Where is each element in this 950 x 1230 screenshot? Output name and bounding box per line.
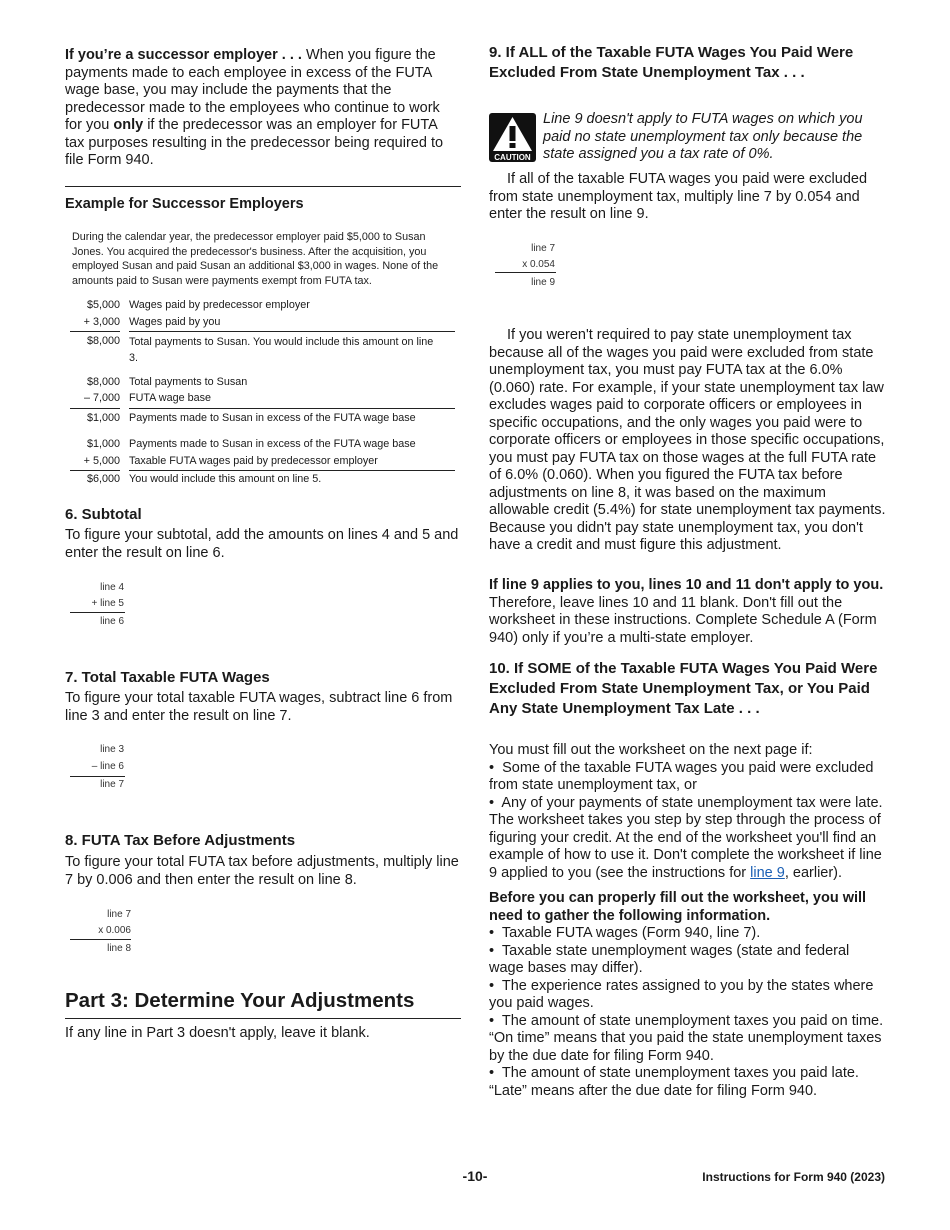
calc-line: x 0.054 (522, 259, 555, 270)
text: , earlier). (784, 864, 843, 881)
calc-rule (70, 939, 131, 940)
divider (65, 1018, 461, 1019)
list-item: • Any of your payments of state unemployment tax were late. (489, 794, 883, 811)
calc-line: line 9 (531, 277, 555, 288)
section-8-text: To figure your total FUTA tax before adjustments, multiply line 7 by 0.006 and then enter the result on line 8. (65, 854, 459, 888)
calc-line: line 4 (100, 582, 124, 593)
section-10-worksheet-text (489, 812, 886, 882)
list-item: • The experience rates assigned to you by the states where you paid wages. (489, 977, 874, 1011)
section-7-heading: 7. Total Taxable FUTA Wages (65, 669, 270, 686)
page-number: -10- (462, 1168, 488, 1184)
text: The worksheet takes you step by step through the process of figuring your credit. At the end of the worksheet you'll find an example of how to use it. Don't complete the worksheet if line 9 applied to you (see the instructions for (489, 812, 882, 881)
amount: + 5,000 (83, 455, 120, 467)
description: Payments made to Susan in excess of the FUTA wage base (129, 438, 416, 450)
section-9-p3-bold: If line 9 applies to you, lines 10 and 11 don't apply to you. (489, 577, 884, 593)
successor-text-a: When you figure the payments made to each employee in excess of the FUTA wage base, you may include the payments that the predecessor made to the employees who continue to work for you (65, 47, 440, 133)
calc-line: line 7 (531, 243, 555, 254)
part-3-heading: Part 3: Determine Your Adjustments (65, 989, 415, 1012)
gather-heading: Before you can properly fill out the worksheet, you will need to gather the following information. (489, 890, 867, 924)
amount: $1,000 (86, 438, 120, 450)
section-9-heading: 9. If ALL of the Taxable FUTA Wages You Paid Were Excluded From State Unemployment Tax . . . (489, 44, 854, 81)
calc-line: line 7 (100, 779, 124, 790)
section-8-heading: 8. FUTA Tax Before Adjustments (65, 832, 296, 849)
calc-line: line 8 (107, 943, 131, 954)
calc-rule (70, 776, 125, 777)
amount: $1,000 (86, 412, 120, 424)
amount: $5,000 (86, 299, 120, 311)
section-10-intro: You must fill out the worksheet on the next page if: (489, 742, 813, 758)
sum-rule (70, 408, 120, 409)
section-9-p3 (489, 577, 886, 647)
list-item-text: Taxable state unemployment wages (state and federal wage bases may differ). (489, 942, 850, 976)
section-10-body (489, 742, 886, 1100)
list-item: • Taxable state unemployment wages (state and federal wage bases may differ). (489, 942, 850, 976)
caution-label: CAUTION (494, 153, 531, 162)
calc-line: line 6 (100, 616, 124, 627)
list-item: • The amount of state unemployment taxes you paid on time. “On time” means that you paid the state unemployment taxes by the due date for filing Form 940. (489, 1012, 884, 1064)
list-item-text: Taxable FUTA wages (Form 940, line 7). (501, 925, 761, 941)
section-7-text: To figure your total taxable FUTA wages, subtract line 6 from line 3 and enter the result on line 7. (65, 690, 453, 724)
list-item-text: Some of the taxable FUTA wages you paid were excluded from state unemployment tax, or (489, 759, 874, 793)
description: Total payments to Susan (129, 376, 248, 388)
section-9-p1: If all of the taxable FUTA wages you paid were excluded from state unemployment tax, multiply line 7 by 0.054 and enter the result on line 9. (489, 171, 868, 222)
amount: $8,000 (86, 376, 120, 388)
part-3-text: If any line in Part 3 doesn't apply, leave it blank. (65, 1025, 370, 1041)
footer-title: Instructions for Form 940 (2023) (702, 1170, 885, 1184)
amount: + 3,000 (83, 316, 120, 328)
line-9-link[interactable]: line 9 (750, 864, 785, 881)
sum-rule (129, 331, 455, 332)
successor-lead: If you’re a successor employer . . . (65, 47, 302, 63)
calc-line: x 0.006 (98, 925, 131, 936)
description: Wages paid by predecessor employer (129, 299, 310, 311)
list-item-text: The amount of state unemployment taxes you paid late. “Late” means after the due date for filing Form 940. (489, 1065, 859, 1099)
successor-text-b: if the predecessor was an employer for FUTA tax purposes resulting in the predecessor being required to file Form 940. (65, 117, 444, 168)
calc-rule (70, 612, 125, 613)
section-6-heading: 6. Subtotal (65, 506, 142, 523)
description: Taxable FUTA wages paid by predecessor employer (129, 455, 378, 467)
description: Payments made to Susan in excess of the FUTA wage base (129, 412, 416, 424)
sum-rule (70, 470, 120, 471)
example-title: Example for Successor Employers (65, 196, 304, 212)
successor-only: only (113, 117, 144, 133)
calc-line: – line 6 (91, 761, 124, 772)
sum-rule (129, 470, 455, 471)
description: Total payments to Susan. You would include this amount on line 3. (129, 336, 434, 364)
description: FUTA wage base (129, 392, 212, 404)
amount: $8,000 (86, 335, 120, 347)
list-item-text: The experience rates assigned to you by the states where you paid wages. (489, 977, 874, 1011)
caution-icon (489, 113, 536, 162)
calc-line: line 7 (107, 909, 131, 920)
list-item: • Taxable FUTA wages (Form 940, line 7). (489, 925, 761, 941)
section-9-p3-text: Therefore, leave lines 10 and 11 blank. Don't fill out the worksheet in these instructions. Complete Schedule A (Form 940) only if you’re a multi-state employer. (489, 594, 877, 646)
amount: $6,000 (86, 473, 120, 485)
list-item-text: Any of your payments of state unemployment tax were late. (501, 794, 883, 811)
caution-text: Line 9 doesn't apply to FUTA wages on which you paid no state unemployment tax only because the state assigned you a tax rate of 0%. (543, 111, 863, 162)
list-item: • Some of the taxable FUTA wages you paid were excluded from state unemployment tax, or (489, 759, 874, 793)
section-10-heading: 10. If SOME of the Taxable FUTA Wages You Paid Were Excluded From State Unemployment Tax, or You Paid Any State Unemployment Tax Late . . . (489, 660, 878, 717)
sum-rule (70, 331, 120, 332)
amount: – 7,000 (83, 392, 120, 404)
example-intro: During the calendar year, the predecessor employer paid $5,000 to Susan Jones. You acquired the predecessor's business. After the acquisition, you employed Susan and paid Susan an additional $3,000 in wages. None of the amounts paid to Susan were payments exempt from FUTA tax. (72, 231, 439, 287)
calc-rule (495, 272, 556, 273)
successor-paragraph (65, 47, 460, 170)
calc-line: line 3 (100, 744, 124, 755)
list-item: • The amount of state unemployment taxes you paid late. “Late” means after the due date for filing Form 940. (489, 1065, 859, 1099)
section-6-text: To figure your subtotal, add the amounts on lines 4 and 5 and enter the result on line 6. (65, 527, 459, 561)
list-item-text: The amount of state unemployment taxes you paid on time. “On time” means that you paid the state unemployment taxes by the due date for filing Form 940. (489, 1012, 884, 1064)
divider (65, 186, 461, 187)
description: Wages paid by you (129, 316, 221, 328)
sum-rule (129, 408, 455, 409)
calc-line: + line 5 (91, 598, 124, 609)
description: You would include this amount on line 5. (129, 473, 322, 485)
section-9-p2: If you weren't required to pay state unemployment tax because all of the wages you paid were excluded from state unemployment tax, you must pay FUTA tax at the 6.0% (0.060) rate. For example, if your state unemployment tax law excludes wages paid to corporate officers or employees in specific occupations, and the only wages you paid were to corporate officers or employees in those specific occupations, you must pay FUTA tax on those wages at the full FUTA rate of 6.0% (0.060). When you figured the FUTA tax before adjustments on line 8, it was based on the maximum allowable credit (5.4%) for state unemployment tax payments. Because you didn't pay state unemployment tax, you don't have a credit and must figure this adjustment. (489, 327, 886, 553)
